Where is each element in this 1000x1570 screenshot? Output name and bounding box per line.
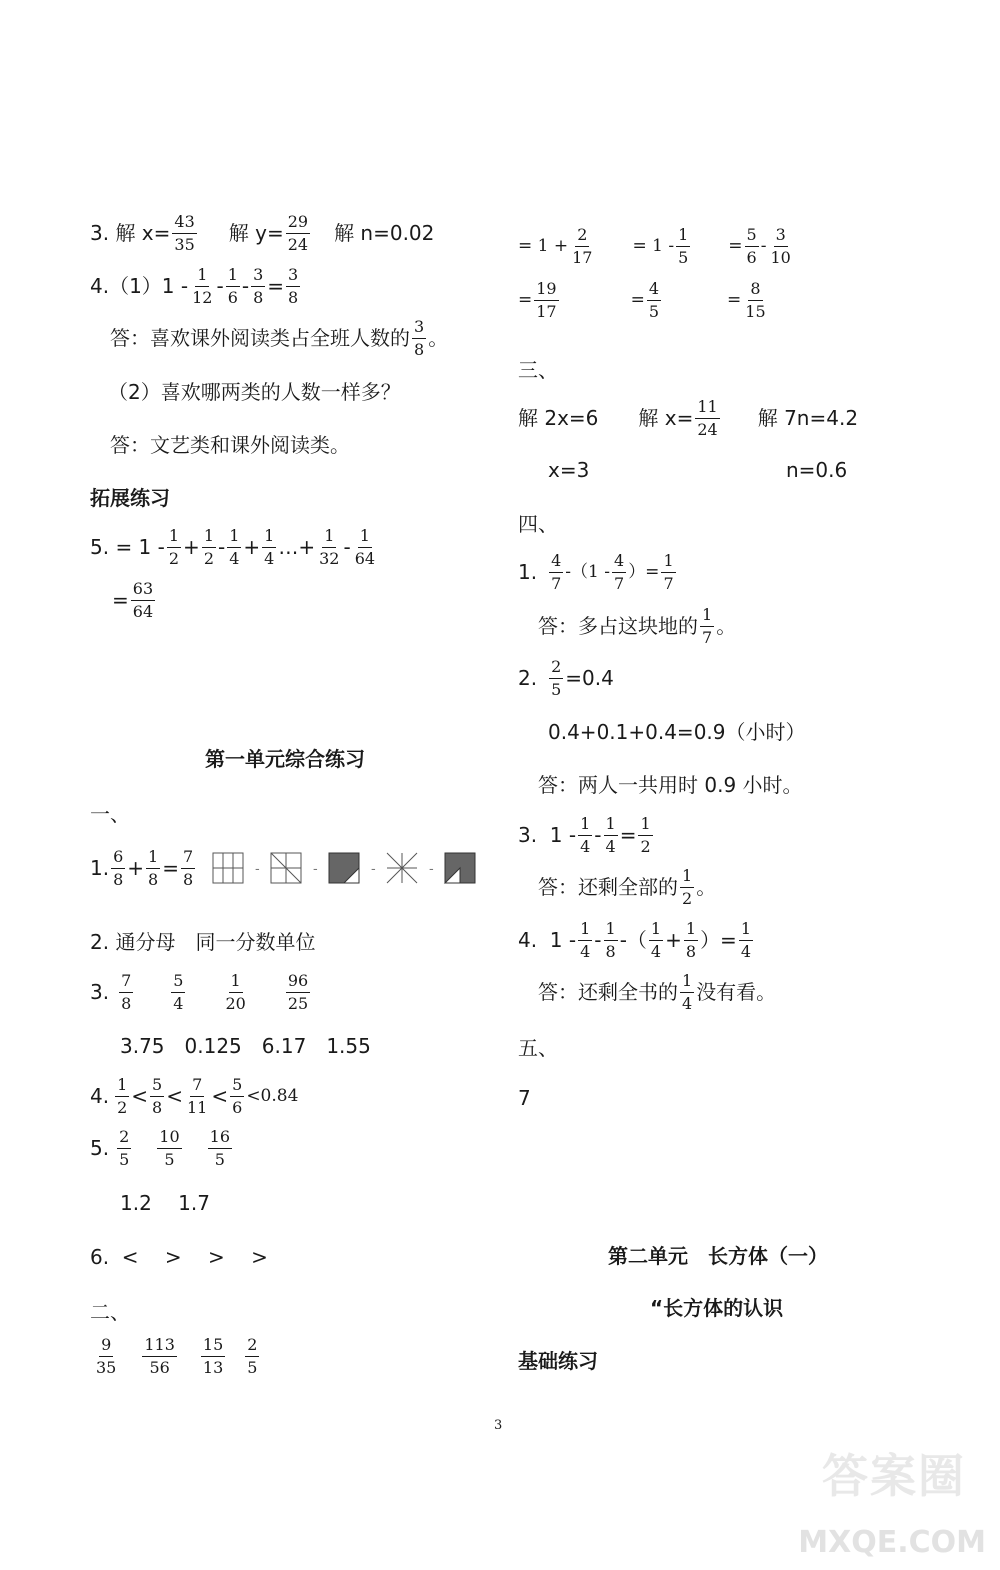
part-2-answers: 9 35 113 56 15 13 2 5 [96,1335,258,1377]
part-3-solution-x: x=3 [548,458,590,482]
part-3-solution-n: n=0.6 [786,458,848,482]
part-1-label: 一、 [90,802,130,826]
shaded-figure-3 [329,853,359,883]
review-1: 1. 6 8 + $\frac{1}{8}$ = $\frac{7}{8}$ - - - - [90,848,479,888]
part-4-q2-calc: 0.4+0.1+0.4=0.9（小时） [548,720,806,744]
watermark-logo: 答案圈 MXQE.COM [798,1449,986,1560]
section-heading-unit1-review: 第一单元综合练习 [205,747,365,771]
part-4-q4: 4. 1 - 1 4 - 1 8 -（ 1 4 + $\frac{1}{8}$ ）= $\frac{1}{4}$ [518,919,752,961]
answer-4-1-reply: 答：喜欢课外阅读类占全班人数的 3 8 。 [110,317,449,359]
svg-text:-: - [371,862,376,878]
answer-4-2: （2）喜欢哪两类的人数一样多？ [108,380,401,404]
svg-text:-: - [255,862,260,878]
grid-figure-2 [271,853,301,883]
svg-text:-: - [313,862,318,878]
part-2-work-1: = 1 + $\frac{2}{17}$ = 1 - 1 5 = $\frac{5}{6}$ - 3 10 [518,225,791,267]
part-4-q2-reply: 答：两人一共用时 0.9 小时。 [538,773,803,797]
review-5: 5. 2 5 10 5 16 5 [90,1127,230,1169]
review-6: 6. < > > > [90,1245,268,1269]
review-2: 2. 通分母 同一分数单位 [90,930,316,954]
part-4-q3: 3. 1 - 1 4 - $\frac{1}{4}$ = $\frac{1}{2}$ [518,814,651,856]
part-2-work-2: = $\frac{19}{17}$ = $\frac{4}{5}$ = $\frac{8}{15}$ [518,279,766,321]
part-4-q1: 1. 4 7 -（1 - 4 7 ）= $\frac{1}{7}$ [518,551,674,593]
part-2-label: 二、 [90,1300,130,1324]
answer-4-1: 4.（1）1 - 1 12 - 1 6 - $\frac{3}{8}$ = $\frac{3}{8}$ [90,265,299,307]
star-figure-4 [387,853,417,883]
answer-5-result: = $\frac{63}{64}$ [112,579,154,621]
part-4-q1-reply: 答：多占这块地的 1 7 。 [538,605,737,647]
review-5-decimals: 1.2 1.7 [120,1191,210,1215]
review-3-decimals: 3.75 0.125 6.17 1.55 [120,1034,371,1058]
part-3-equations: 解 2x=6 解 x= $\frac{11}{24}$ 解 7n=4.2 [518,397,859,439]
answer-3: 3. 解 x= $\frac{43}{35}$ 解 y= $\frac{29}{24}$ 解 n=0.02 [90,212,435,254]
svg-text:-: - [429,862,434,878]
part-5-label: 五、 [518,1036,558,1060]
part-4-label: 四、 [518,512,558,536]
review-4: 4. 1 2 < 5 8 < 7 11 < 5 6 <0.84 [90,1075,299,1117]
shaded-figures-row [211,850,479,886]
answer-4-2-reply: 答：文艺类和课外阅读类。 [110,433,350,457]
section-heading-extension: 拓展练习 [90,486,170,510]
part-3-label: 三、 [518,358,558,382]
shaded-figure-5 [445,853,475,883]
part-4-q3-reply: 答：还剩全部的 1 2 。 [538,866,717,908]
part-5-answer: 7 [518,1086,531,1110]
grid-figure-1 [213,853,243,883]
section-heading-cuboid-intro: “长方体的认识 [650,1296,784,1320]
part-4-q4-reply: 答：还剩全书的 1 4 没有看。 [538,971,777,1013]
section-heading-basic-practice: 基础练习 [518,1349,598,1373]
part-4-q2: 2. $\frac{2}{5}$ =0.4 [518,657,614,699]
page-number: 3 [494,1418,503,1433]
review-3: 3. 7 8 5 4 1 20 96 25 [90,971,309,1013]
answer-5: 5. = 1 - 1 2 + $\frac{1}{2}$ - 1 4 + $\frac{1}{4}$ …+ $\frac{1}{32}$ - 1 64 [90,526,376,568]
section-heading-unit2: 第二单元 长方体（一） [608,1244,828,1268]
